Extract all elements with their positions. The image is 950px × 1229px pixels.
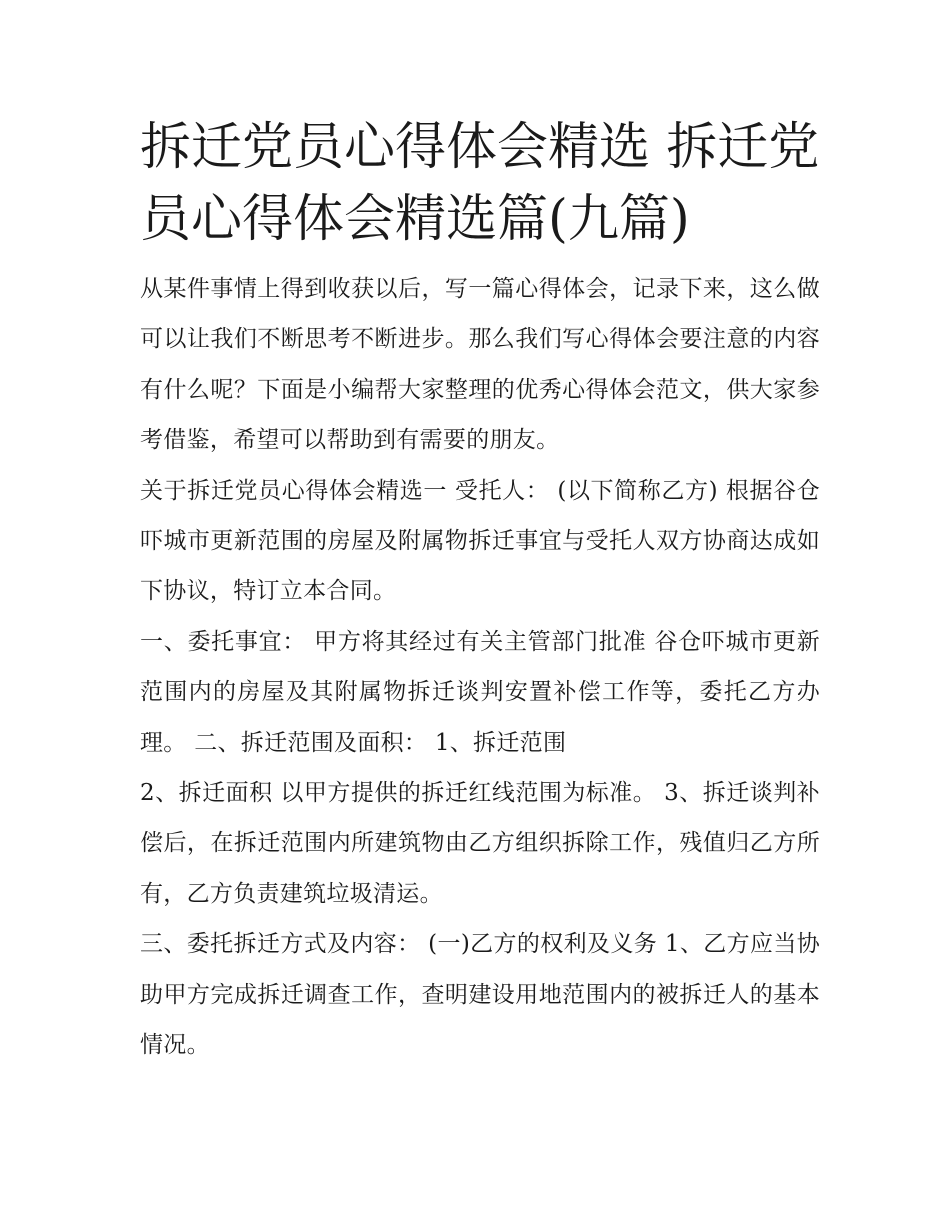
paragraph-section-two: 2、拆迁面积 以甲方提供的拆迁红线范围为标准。 3、拆迁谈判补偿后，在拆迁范围内所建筑物由乙方组织拆除工作，残值归乙方所有，乙方负责建筑垃圾清运。: [140, 780, 820, 907]
document-title: 拆迁党员心得体会精选 拆迁党员心得体会精选篇(九篇): [140, 118, 820, 249]
paragraph-section-one: 一、委托事宜： 甲方将其经过有关主管部门批准 谷仓吓城市更新范围内的房屋及其附属物拆迁谈判安置补偿工作等，委托乙方办理。 二、拆迁范围及面积： 1、拆迁范围: [140, 628, 820, 756]
document-body: [140, 112, 820, 1071]
paragraph-intro: 从某件事情上得到收获以后，写一篇心得体会，记录下来，这么做可以让我们不断思考不断进步。那么我们写心得体会要注意的内容有什么呢？下面是小编帮大家整理的优秀心得体会范文，供大家参考借鉴，希望可以帮助到有需要的朋友。: [140, 276, 820, 454]
paragraph-agreement: 关于拆迁党员心得体会精选一 受托人： (以下简称乙方) 根据谷仓吓城市更新范围的房屋及附属物拆迁事宜与受托人双方协商达成如下协议，特订立本合同。: [140, 477, 820, 605]
paragraph-section-three: 三、委托拆迁方式及内容： (一)乙方的权利及义务 1、乙方应当协助甲方完成拆迁调查工作，查明建设用地范围内的被拆迁人的基本情况。: [140, 931, 820, 1059]
